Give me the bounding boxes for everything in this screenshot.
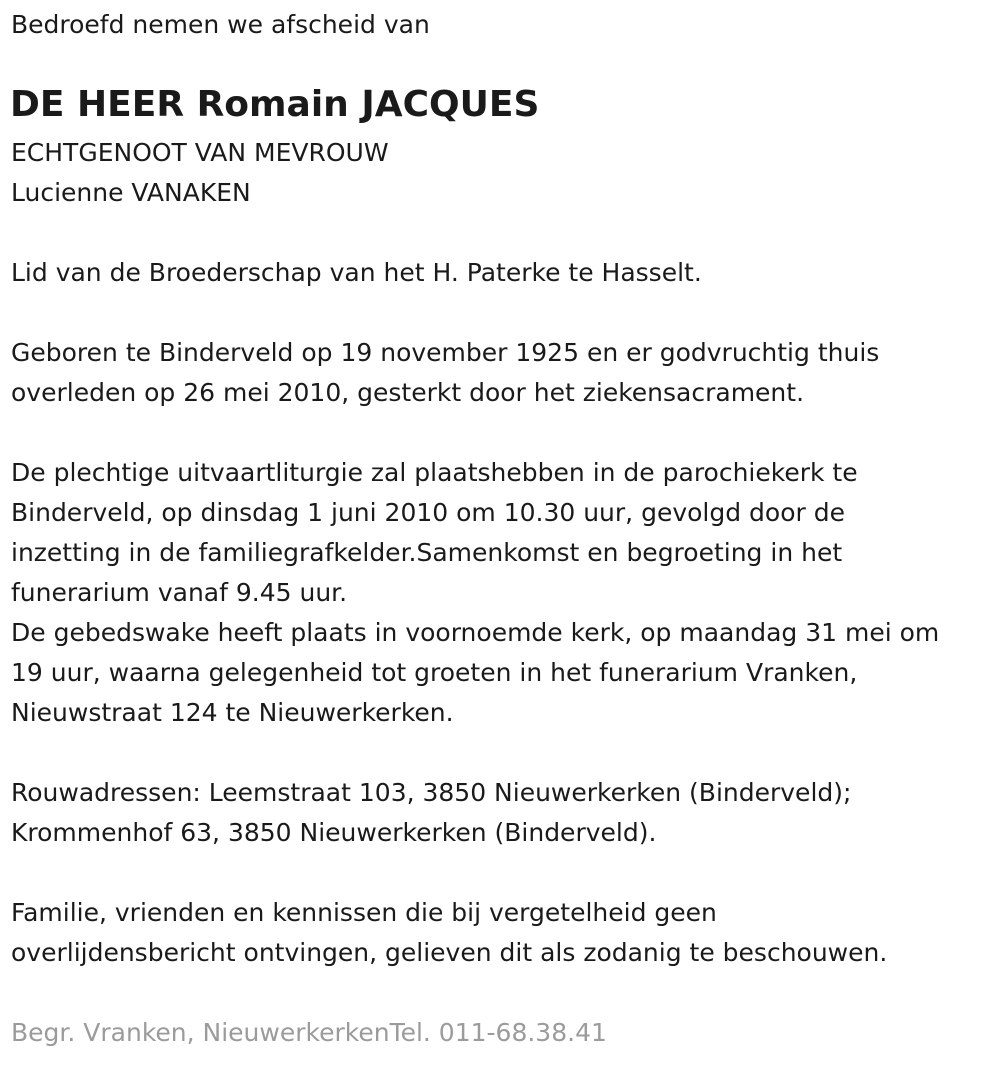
note-line: overlijdensbericht ontvingen, gelieven dit als zodanig te beschouwen. <box>11 938 888 967</box>
funeral-line: Binderveld, op dinsdag 1 juni 2010 om 10.30 uur, gevolgd door de <box>11 498 845 527</box>
intro-text: Bedroefd nemen we afscheid van <box>11 10 430 39</box>
vigil-line: De gebedswake heeft plaats in voornoemde kerk, op maandag 31 mei om <box>11 618 940 647</box>
funeral-line: De plechtige uitvaartliturgie zal plaatshebben in de parochiekerk te <box>11 458 858 487</box>
funeral-line: funerarium vanaf 9.45 uur. <box>11 578 348 607</box>
birth-death-line: Geboren te Binderveld op 19 november 1925 en er godvruchtig thuis <box>11 338 880 367</box>
spouse-title: ECHTGENOOT VAN MEVROUW <box>11 138 389 167</box>
funeral-line: inzetting in de familiegrafkelder.Samenkomst en begroeting in het <box>11 538 843 567</box>
birth-death-line: overleden op 26 mei 2010, gesterkt door het ziekensacrament. <box>11 378 805 407</box>
membership-text: Lid van de Broederschap van het H. Paterke te Hasselt. <box>11 258 702 287</box>
address-line: Rouwadressen: Leemstraat 103, 3850 Nieuwerkerken (Binderveld); <box>11 778 852 807</box>
note-line: Familie, vrienden en kennissen die bij vergetelheid geen <box>11 898 717 927</box>
vigil-line: 19 uur, waarna gelegenheid tot groeten in het funerarium Vranken, <box>11 658 858 687</box>
vigil-line: Nieuwstraat 124 te Nieuwerkerken. <box>11 698 454 727</box>
undertaker-footer: Begr. Vranken, NieuwerkerkenTel. 011-68.38.41 <box>11 1018 607 1047</box>
deceased-name: DE HEER Romain JACQUES <box>10 84 540 125</box>
spouse-name: Lucienne VANAKEN <box>11 178 251 207</box>
address-line: Krommenhof 63, 3850 Nieuwerkerken (Binderveld). <box>11 818 657 847</box>
